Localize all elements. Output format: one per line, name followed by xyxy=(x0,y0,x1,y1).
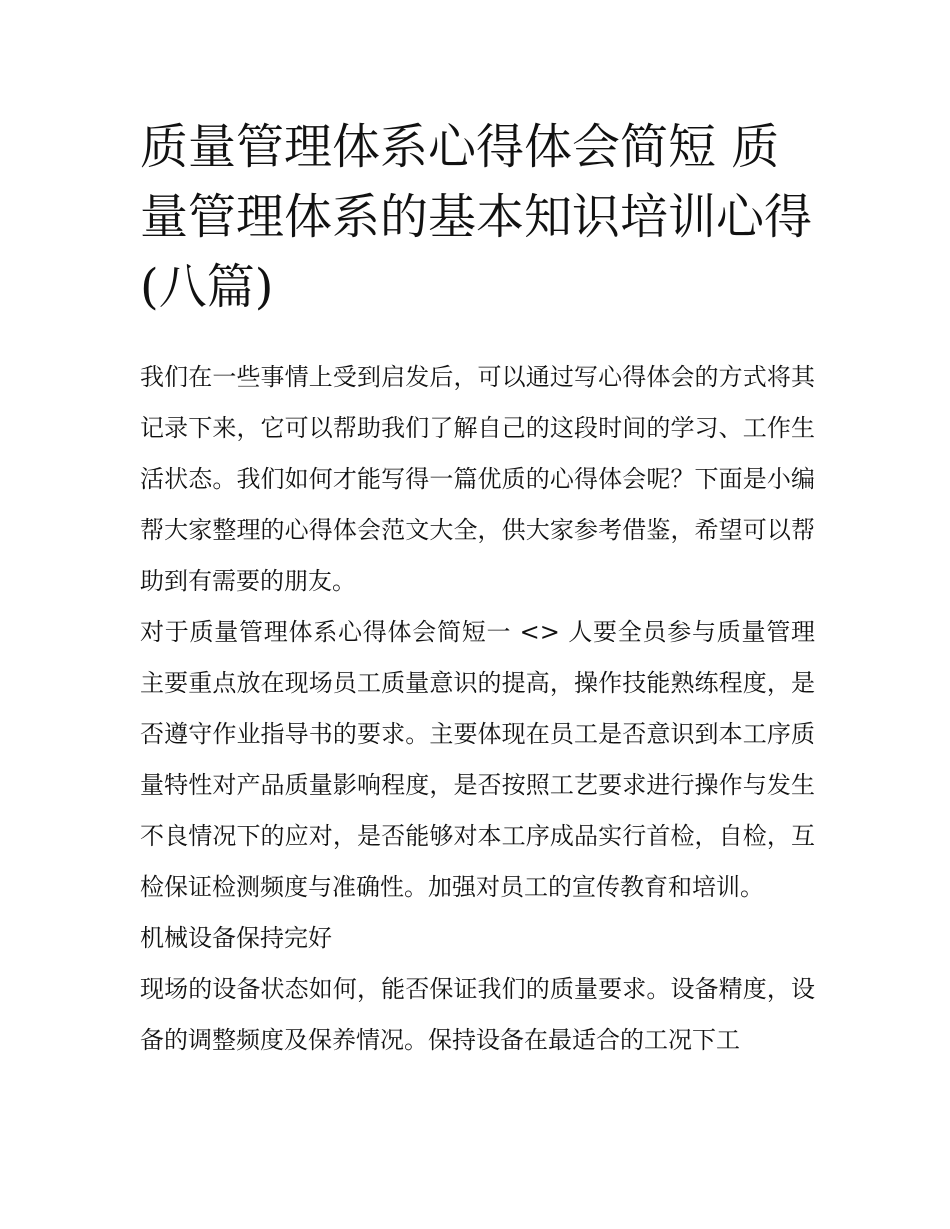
paragraph-section-one: 对于质量管理体系心得体会简短一 <> 人要全员参与质量管理主要重点放在现场员工质量意识的提高，操作技能熟练程度，是否遵守作业指导书的要求。主要体现在员工是否意识到本工序质量特性对产品质量影响程度，是否按照工艺要求进行操作与发生不良情况下的应对，是否能够对本工序成品实行首检，自检，互检保证检测频度与准确性。加强对员工的宣传教育和培训。 xyxy=(140,618,815,901)
document-body xyxy=(140,352,815,1066)
paragraph-intro: 我们在一些事情上受到启发后，可以通过写心得体会的方式将其记录下来，它可以帮助我们了解自己的这段时间的学习、工作生活状态。我们如何才能写得一篇优质的心得体会呢？下面是小编帮大家整理的心得体会范文大全，供大家参考借鉴，希望可以帮助到有需要的朋友。 xyxy=(140,363,815,595)
paragraph-heading-equipment: 机械设备保持完好 xyxy=(140,924,332,952)
paragraph-equipment: 现场的设备状态如何，能否保证我们的质量要求。设备精度，设备的调整频度及保养情况。保持设备在最适合的工况下工 xyxy=(140,975,815,1054)
document-title: 质量管理体系心得体会简短 质量管理体系的基本知识培训心得(八篇) xyxy=(140,119,813,315)
